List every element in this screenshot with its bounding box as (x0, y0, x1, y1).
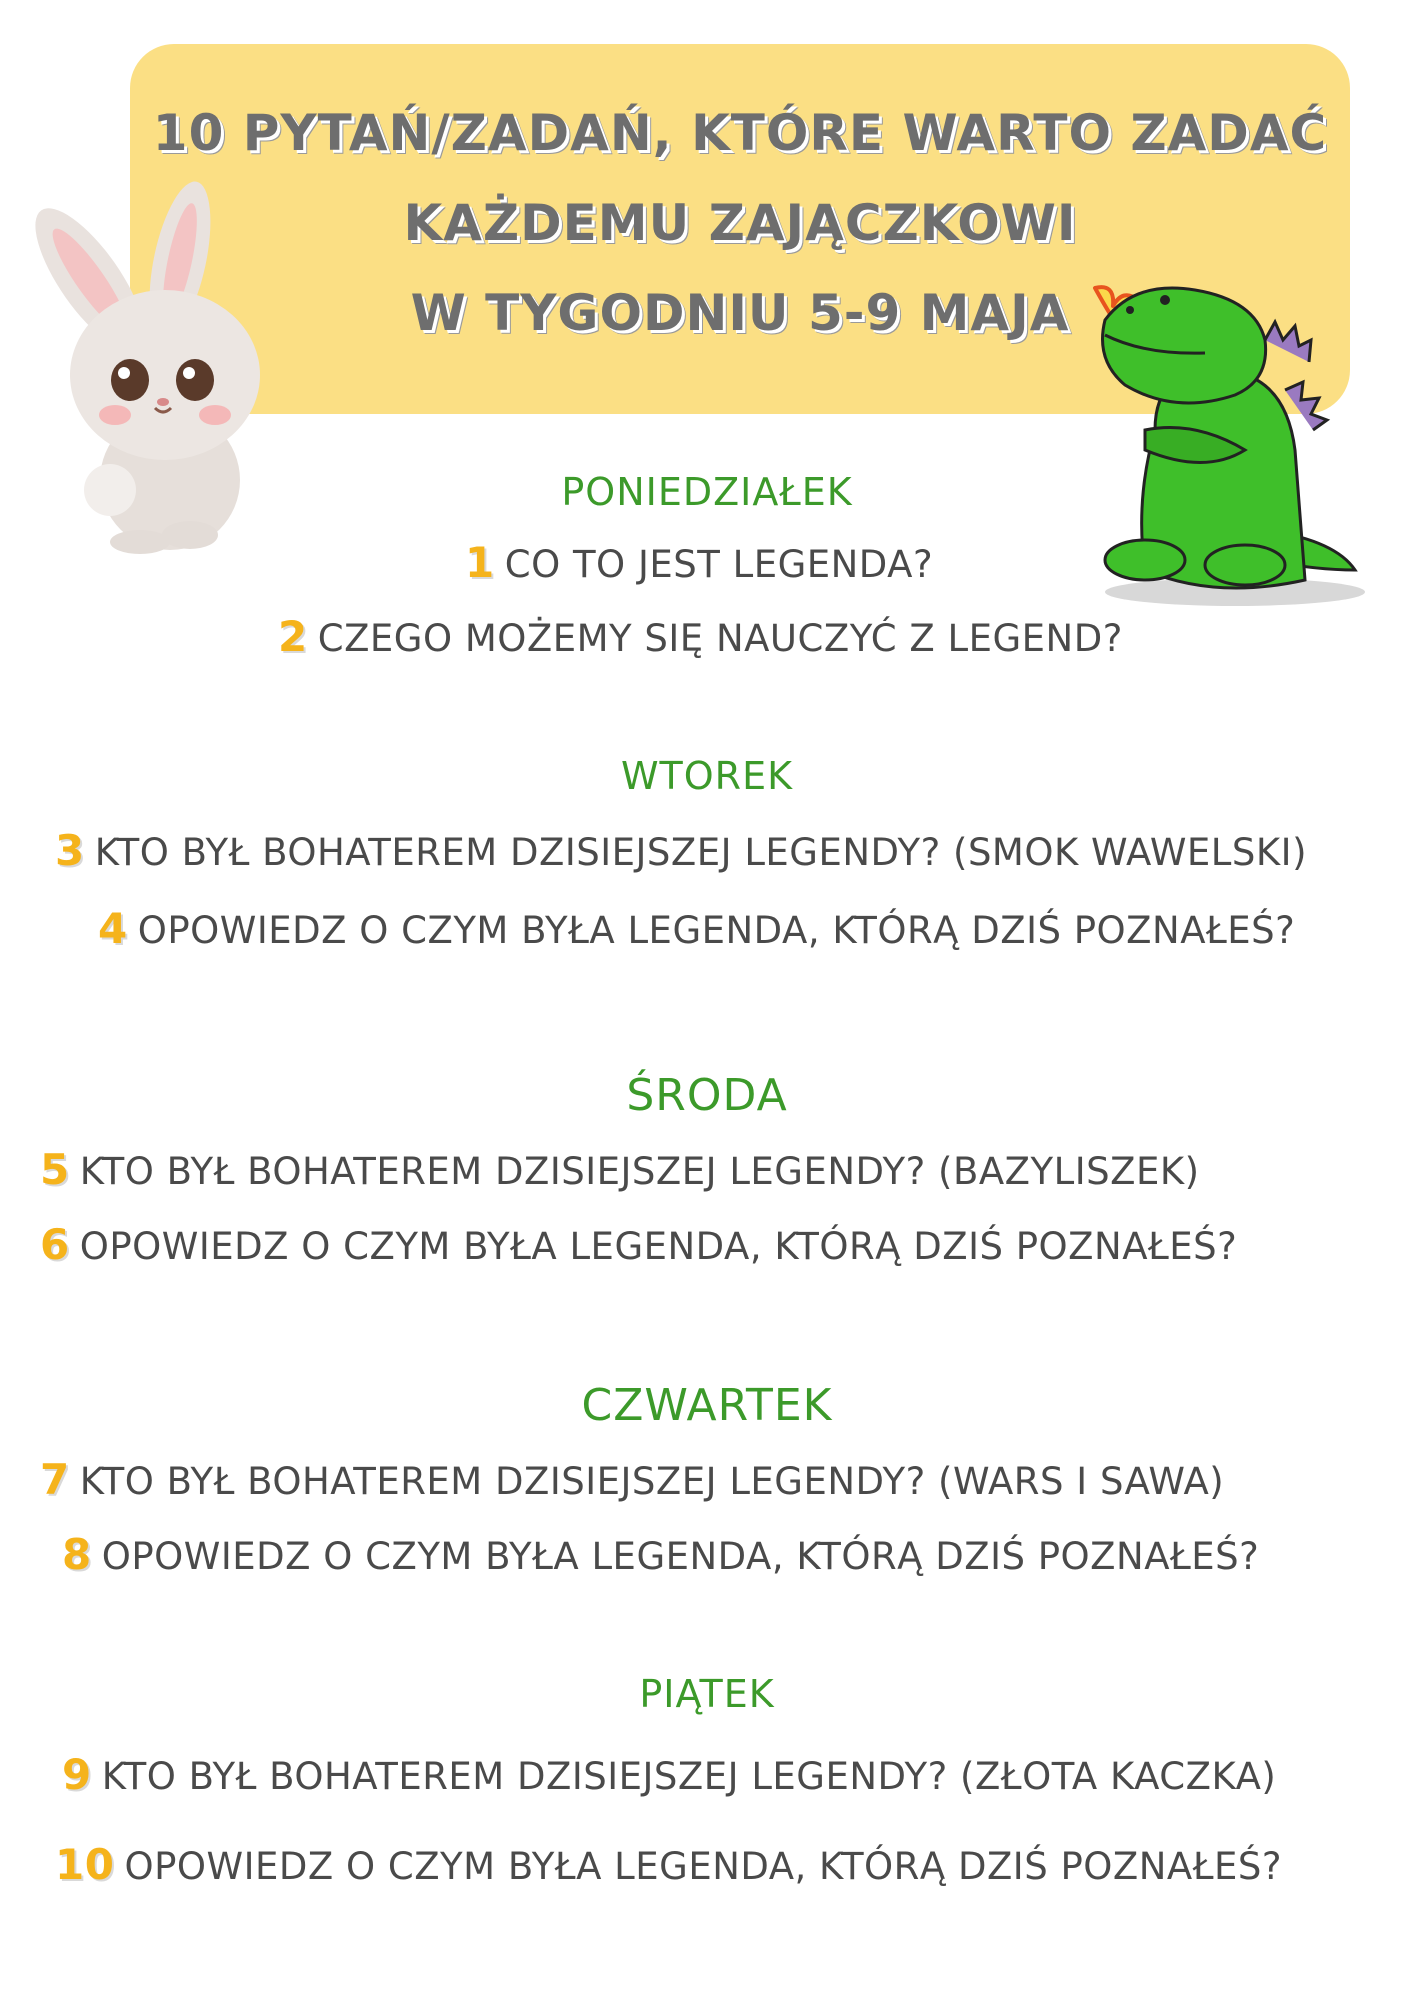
question-7 (40, 1455, 1224, 1504)
question-text: KTO BYŁ BOHATEREM DZISIEJSZEJ LEGENDY? (WARS I SAWA) (79, 1460, 1225, 1503)
question-1 (465, 538, 933, 587)
question-text: OPOWIEDZ O CZYM BYŁA LEGENDA, KTÓRĄ DZIŚ POZNAŁEŚ? (137, 909, 1296, 952)
day-heading-wednesday: ŚRODA (626, 1070, 788, 1121)
title-line-2: KAŻDEMU ZAJĄCZKOWI (403, 194, 1077, 252)
question-4 (98, 904, 1295, 953)
question-number: 7 (40, 1455, 70, 1504)
question-text: KTO BYŁ BOHATEREM DZISIEJSZEJ LEGENDY? (SMOK WAWELSKI) (94, 831, 1308, 874)
dragon-illustration (1085, 280, 1375, 610)
title-line-1: 10 PYTAŃ/ZADAŃ, KTÓRE WARTO ZADAĆ (152, 104, 1328, 162)
question-2 (278, 612, 1123, 661)
question-text: OPOWIEDZ O CZYM BYŁA LEGENDA, KTÓRĄ DZIŚ POZNAŁEŚ? (79, 1225, 1238, 1268)
question-8 (62, 1530, 1259, 1579)
day-heading-friday: PIĄTEK (639, 1672, 775, 1716)
question-text: OPOWIEDZ O CZYM BYŁA LEGENDA, KTÓRĄ DZIŚ POZNAŁEŚ? (124, 1845, 1283, 1888)
question-number: 3 (55, 826, 85, 875)
question-5 (40, 1145, 1200, 1194)
title-line-3: W TYGODNIU 5-9 MAJA (410, 284, 1070, 342)
question-text: CZEGO MOŻEMY SIĘ NAUCZYĆ Z LEGEND? (317, 617, 1123, 660)
question-number: 10 (55, 1840, 115, 1889)
question-9 (62, 1750, 1276, 1799)
question-6 (40, 1220, 1237, 1269)
day-heading-tuesday: WTOREK (620, 754, 794, 798)
question-text: OPOWIEDZ O CZYM BYŁA LEGENDA, KTÓRĄ DZIŚ POZNAŁEŚ? (101, 1535, 1260, 1578)
question-3 (55, 826, 1307, 875)
question-number: 6 (40, 1220, 70, 1269)
question-number: 1 (465, 538, 495, 587)
question-text: KTO BYŁ BOHATEREM DZISIEJSZEJ LEGENDY? (ZŁOTA KACZKA) (101, 1755, 1277, 1798)
question-number: 8 (62, 1530, 92, 1579)
question-number: 2 (278, 612, 308, 661)
question-10 (55, 1840, 1282, 1889)
day-heading-monday: PONIEDZIAŁEK (561, 470, 853, 514)
question-number: 9 (62, 1750, 92, 1799)
question-text: CO TO JEST LEGENDA? (504, 543, 934, 586)
question-number: 4 (98, 904, 128, 953)
question-text: KTO BYŁ BOHATEREM DZISIEJSZEJ LEGENDY? (BAZYLISZEK) (79, 1150, 1200, 1193)
question-number: 5 (40, 1145, 70, 1194)
day-heading-thursday: CZWARTEK (581, 1380, 833, 1431)
